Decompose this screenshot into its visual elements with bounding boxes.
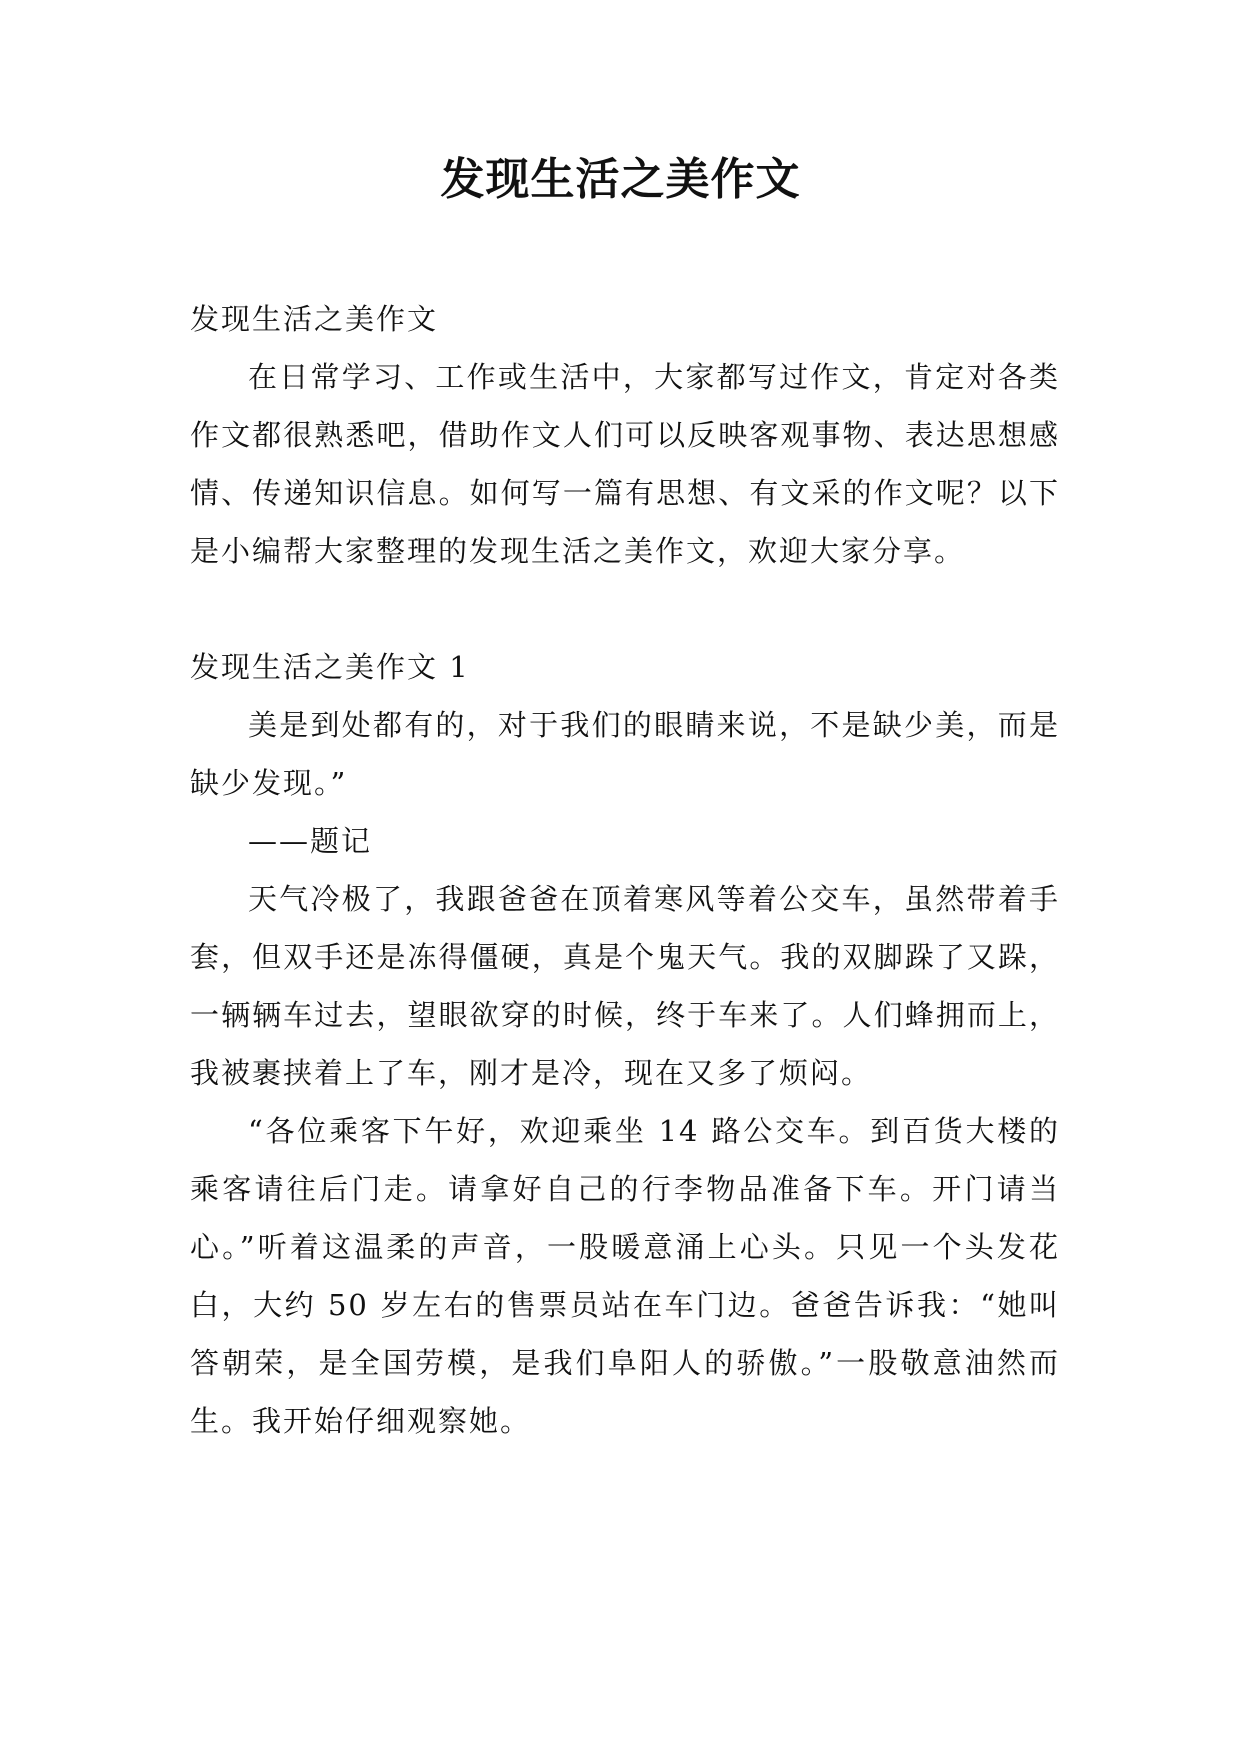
intro-paragraph: 在日常学习、工作或生活中，大家都写过作文，肯定对各类作文都很熟悉吧，借助作文人们可以反映客观事物、表达思想感情、传递知识信息。如何写一篇有思想、有文采的作文呢？以下是小编帮大家整理的发现生活之美作文，欢迎大家分享。 (190, 360, 1060, 568)
essay-paragraph: “各位乘客下午好，欢迎乘坐 14 路公交车。到百货大楼的乘客请往后门走。请拿好自己的行李物品准备下车。开门请当心。”听着这温柔的声音，一股暖意涌上心头。只见一个头发花白，大约 50 岁左右的售票员站在车门边。爸爸告诉我：“她叫答朝荣，是全国劳模，是我们阜阳人的骄傲。”一股敬意油然而生。我开始仔细观察她。 (190, 1114, 1060, 1438)
document-body (190, 290, 1060, 1450)
epigraph-attribution: ——题记 (248, 824, 373, 858)
essay-paragraph: 天气冷极了，我跟爸爸在顶着寒风等着公交车，虽然带着手套，但双手还是冻得僵硬，真是个鬼天气。我的双脚跺了又跺，一辆辆车过去，望眼欲穿的时候，终于车来了。人们蜂拥而上，我被裹挟着上了车，刚才是冷，现在又多了烦闷。 (190, 882, 1060, 1090)
epigraph: 美是到处都有的，对于我们的眼睛来说，不是缺少美，而是缺少发现。” (190, 708, 1060, 800)
section-spacer (190, 580, 1060, 638)
intro-heading: 发现生活之美作文 (190, 302, 439, 336)
essay-heading: 发现生活之美作文 1 (190, 650, 470, 684)
page-title: 发现生活之美作文 (440, 154, 801, 205)
